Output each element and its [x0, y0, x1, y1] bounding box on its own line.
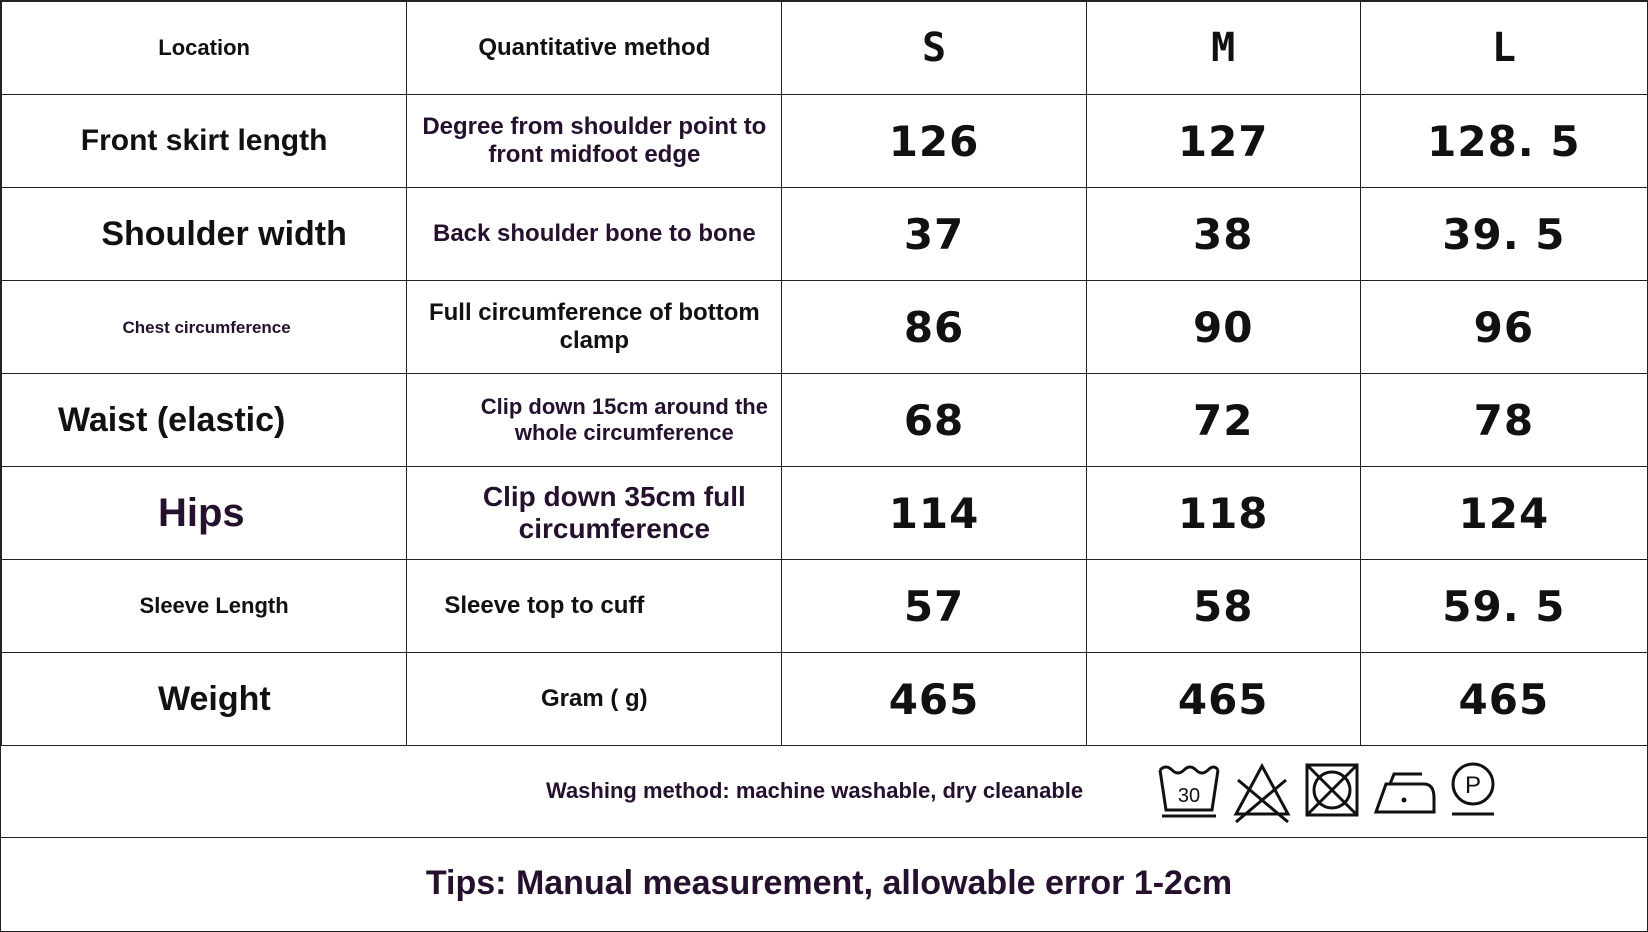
table-row: [2, 281, 1648, 374]
table-row: [2, 653, 1648, 746]
no-tumble-dry-icon: [1302, 760, 1362, 820]
washing-row: [1, 745, 1647, 838]
row-value-m: 72: [1086, 374, 1360, 467]
header-size-m: M: [1086, 2, 1360, 95]
row-value-l: 465: [1360, 653, 1647, 746]
row-value-l: 78: [1360, 374, 1647, 467]
table-row: [2, 560, 1648, 653]
row-value-l: 128. 5: [1360, 95, 1647, 188]
row-location: Shoulder width: [2, 188, 407, 281]
row-value-s: 57: [782, 560, 1086, 653]
row-method: Degree from shoulder point to front midfoot edge: [407, 95, 782, 188]
dry-clean-p-icon: [1448, 760, 1498, 820]
table-row: [2, 467, 1648, 560]
iron-icon: [1372, 760, 1438, 820]
row-value-s: 86: [782, 281, 1086, 374]
row-value-s: 114: [782, 467, 1086, 560]
table-row: [2, 188, 1648, 281]
table-row: [2, 95, 1648, 188]
header-method: Quantitative method: [407, 2, 782, 95]
tips-row: [1, 837, 1647, 932]
washing-method-text: Washing method: machine washable, dry cleanable: [546, 778, 1084, 803]
row-location: Weight: [2, 653, 407, 746]
header-location: Location: [2, 2, 407, 95]
row-method: Clip down 35cm full circumference: [407, 467, 782, 560]
no-bleach-icon: [1232, 760, 1292, 824]
tips-text: Tips: Manual measurement, allowable error 1-2cm: [425, 864, 1233, 902]
row-value-s: 465: [782, 653, 1086, 746]
row-value-s: 126: [782, 95, 1086, 188]
row-method: Sleeve top to cuff: [407, 560, 782, 653]
row-value-m: 118: [1086, 467, 1360, 560]
row-value-s: 37: [782, 188, 1086, 281]
row-location: Sleeve Length: [2, 560, 407, 653]
row-method: Gram ( g): [407, 653, 782, 746]
row-location: Front skirt length: [2, 95, 407, 188]
row-location: Chest circumference: [2, 281, 407, 374]
row-value-m: 58: [1086, 560, 1360, 653]
table-row: [2, 374, 1648, 467]
row-method: Full circumference of bottom clamp: [407, 281, 782, 374]
header-row: [2, 2, 1648, 95]
row-value-l: 39. 5: [1360, 188, 1647, 281]
wash-30-icon: [1156, 760, 1222, 820]
row-value-m: 38: [1086, 188, 1360, 281]
row-value-l: 124: [1360, 467, 1647, 560]
row-value-m: 90: [1086, 281, 1360, 374]
row-value-m: 127: [1086, 95, 1360, 188]
size-table: [1, 1, 1648, 746]
header-size-s: S: [782, 2, 1086, 95]
wash-temp-label: 30: [1177, 785, 1201, 807]
row-value-m: 465: [1086, 653, 1360, 746]
row-value-l: 96: [1360, 281, 1647, 374]
dry-clean-letter: P: [1464, 772, 1482, 799]
row-value-s: 68: [782, 374, 1086, 467]
header-size-l: L: [1360, 2, 1647, 95]
row-value-l: 59. 5: [1360, 560, 1647, 653]
row-method: Back shoulder bone to bone: [407, 188, 782, 281]
row-method: Clip down 15cm around the whole circumference: [407, 374, 782, 467]
row-location: Waist (elastic): [2, 374, 407, 467]
row-location: Hips: [2, 467, 407, 560]
care-symbols: [1156, 760, 1498, 824]
